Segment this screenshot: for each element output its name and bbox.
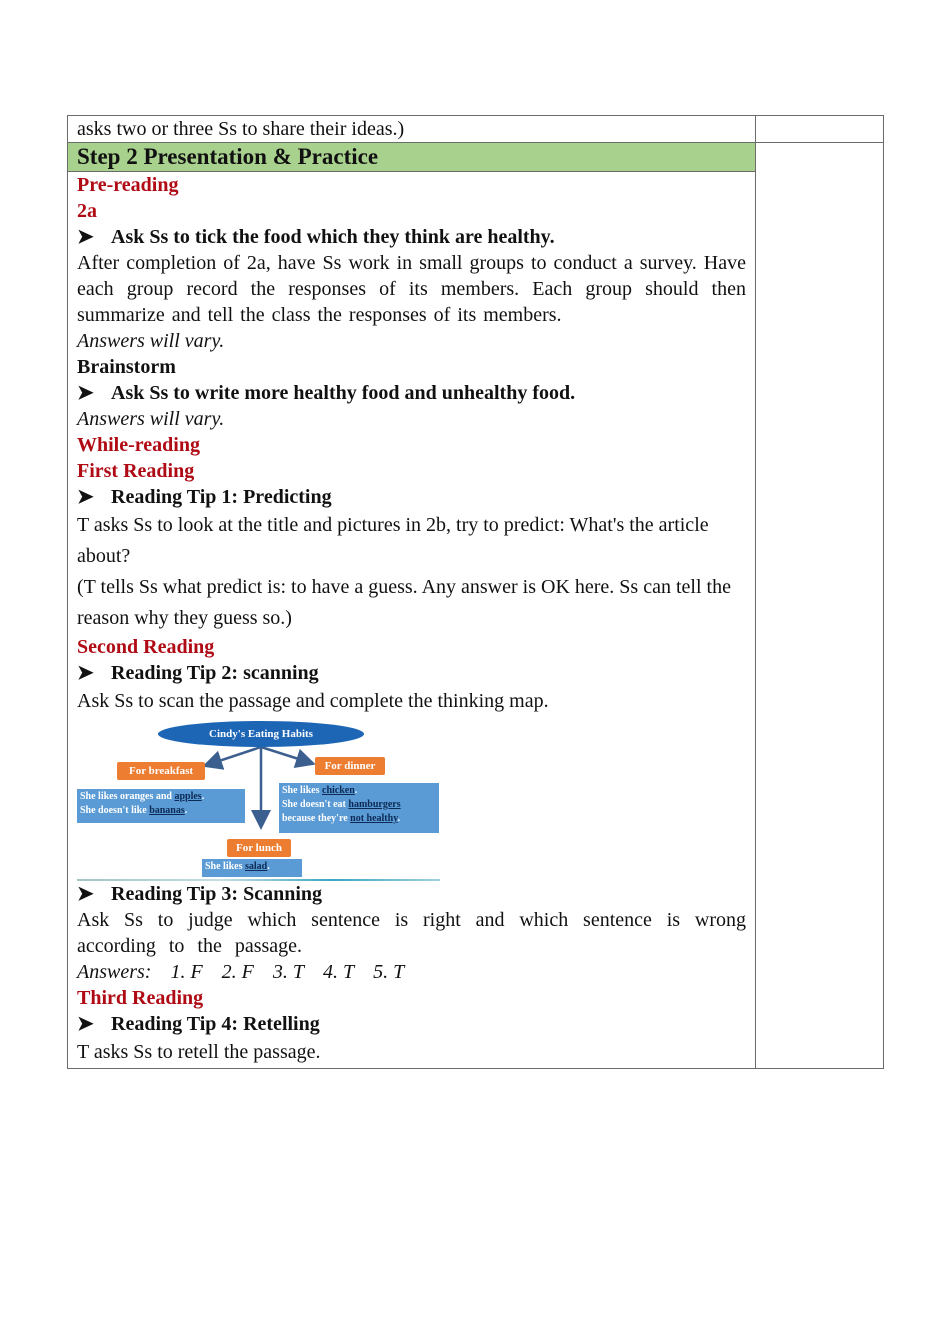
map-answer: chicken [322,785,355,796]
continued-text: asks two or three Ss to share their ideas.) [77,118,405,140]
bullet-text: Reading Tip 2: scanning [111,662,319,684]
step-heading: Step 2 Presentation & Practice [68,143,755,172]
paragraph-predict: T asks Ss to look at the title and pictures in 2b, try to predict: What's the article about? [77,514,709,567]
section-pre-reading: Pre-reading [77,174,179,196]
image-bottom-edge [77,879,440,881]
answer-item: 2. F [221,961,254,983]
subheading-brainstorm: Brainstorm [77,356,176,378]
map-answer: salad [245,861,268,872]
bullet-text: Ask Ss to write more healthy food and unhealthy food. [111,382,576,404]
map-answer: apples [174,791,202,802]
answer-item: 4. T [323,961,355,983]
table-row [68,116,884,143]
map-answer: bananas [149,805,185,816]
map-text: She likes [282,785,323,796]
answer-item: 3. T [272,961,305,983]
section-while-reading: While-reading [77,434,200,456]
answers-list [68,959,755,985]
notes-cell [756,143,884,1069]
answers-note: Answers will vary. [77,330,225,352]
thinking-map-image [77,717,755,881]
breakfast-label: For breakfast [117,762,205,780]
map-text: She doesn't like [80,805,150,816]
paragraph-scan: Ask Ss to scan the passage and complete the thinking map. [77,690,549,712]
content-cell [68,143,756,1069]
arrowhead-bullet-icon: ➤ [77,486,94,508]
map-text: She likes oranges and [80,791,175,802]
section-third-reading: Third Reading [77,987,204,1009]
lesson-plan-table [67,115,884,1069]
answer-item: 1. F [170,961,203,983]
bullet-item [68,660,755,686]
lunch-box: She likes salad. [202,859,302,877]
paragraph-predict-note: (T tells Ss what predict is: to have a guess. Any answer is OK here. Ss can tell the reason why they guess so.) [77,576,731,629]
arrowhead-bullet-icon: ➤ [77,226,94,248]
answers-label: Answers: [77,961,152,983]
paragraph-judge: Ask Ss to judge which sentence is right and which sentence is wrong according to the passage. [77,909,746,957]
table-row [68,143,884,1069]
dinner-box: She likes chicken. She doesn't eat hamburgers because they're not healthy. [279,783,439,833]
bullet-item [68,881,755,907]
breakfast-box: She likes oranges and apples. She doesn't like bananas. [77,789,245,823]
answers-note: Answers will vary. [77,408,225,430]
content-cell [68,116,756,143]
notes-cell [756,116,884,143]
section-second-reading: Second Reading [77,636,215,658]
bullet-item [68,380,755,406]
answer-item: 5. T [373,961,405,983]
map-answer: not healthy [350,813,398,824]
lunch-label: For lunch [227,839,291,857]
paragraph-survey: After completion of 2a, have Ss work in small groups to conduct a survey. Have each group record the responses of its members. Each group should then summarize and tell the class the responses of its members. [77,252,746,326]
bullet-text: Ask Ss to tick the food which they think are healthy. [111,226,555,248]
paragraph-retell: T asks Ss to retell the passage. [77,1041,321,1063]
map-title: Cindy's Eating Habits [158,721,364,747]
bullet-item [68,1011,755,1037]
bullet-text: Reading Tip 1: Predicting [111,486,332,508]
arrowhead-bullet-icon: ➤ [77,1013,94,1035]
bullet-item [68,484,755,510]
map-text: She doesn't eat [282,799,349,810]
arrowhead-bullet-icon: ➤ [77,382,94,404]
dinner-label: For dinner [315,757,385,775]
bullet-item [68,224,755,250]
map-text: because they're [282,813,351,824]
activity-label-2a: 2a [77,200,97,222]
map-answer: hamburgers [348,799,401,810]
map-text: She likes [205,861,246,872]
section-first-reading: First Reading [77,460,195,482]
arrowhead-bullet-icon: ➤ [77,662,94,684]
bullet-text: Reading Tip 4: Retelling [111,1013,320,1035]
bullet-text: Reading Tip 3: Scanning [111,883,323,905]
arrowhead-bullet-icon: ➤ [77,883,94,905]
